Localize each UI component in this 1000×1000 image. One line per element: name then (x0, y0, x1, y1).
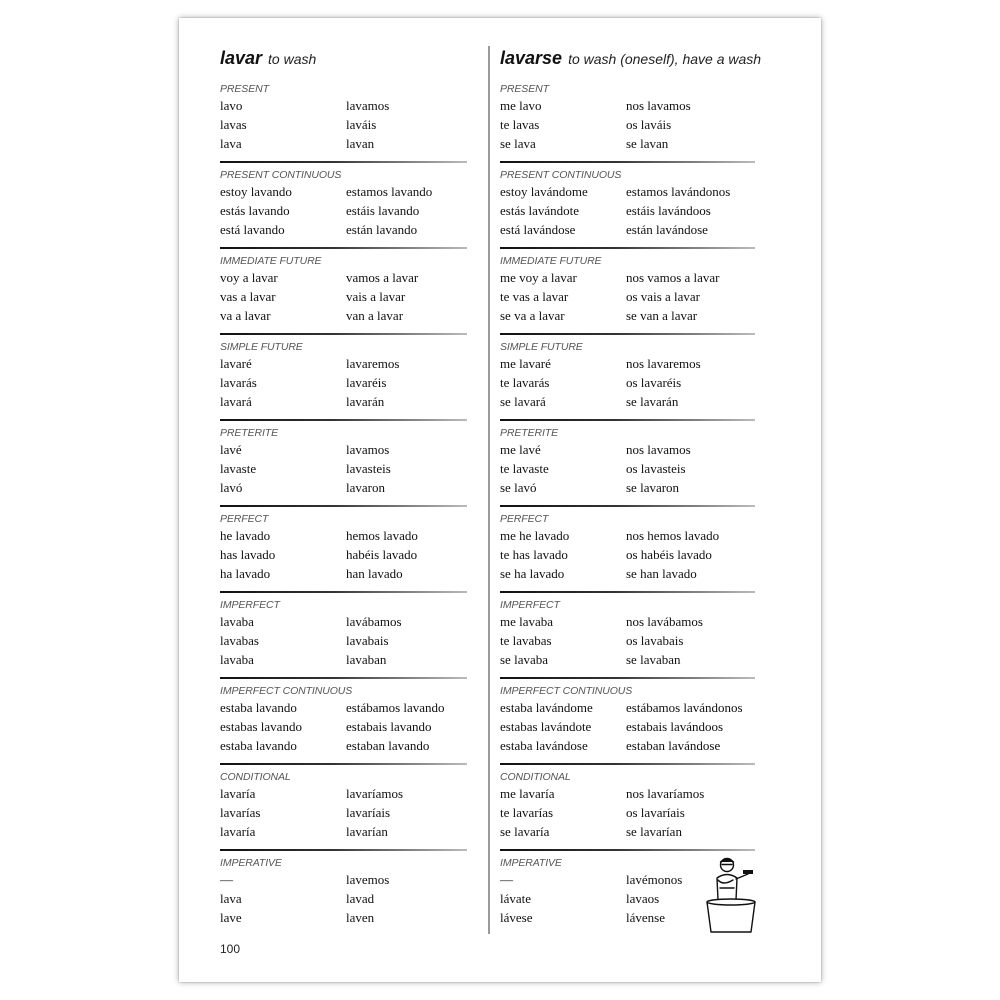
form-cell: están lavando (346, 222, 418, 237)
form-cell: están lavándose (626, 222, 708, 237)
form-cell: habéis lavado (346, 547, 418, 562)
tense-label: PRESENT (220, 83, 269, 95)
form-cell: te lavarás (500, 375, 550, 390)
form-cell: estáis lavando (346, 203, 420, 218)
column-divider (488, 46, 490, 934)
tense-label: SIMPLE FUTURE (500, 341, 583, 353)
section-rule (500, 591, 755, 593)
tense-label: IMPERATIVE (500, 857, 562, 869)
tense-label: IMPERFECT CONTINUOUS (220, 685, 353, 697)
form-cell: lavad (346, 891, 375, 906)
form-cell: se lavaron (626, 480, 680, 495)
tense-label: IMMEDIATE FUTURE (500, 255, 602, 267)
form-cell: lavaremos (346, 356, 400, 371)
form-cell: os lavaréis (626, 375, 682, 390)
form-cell: laváis (346, 117, 377, 132)
form-cell: va a lavar (220, 308, 271, 323)
form-cell: estabas lavándote (500, 719, 592, 734)
form-cell: estabais lavándoos (626, 719, 724, 734)
form-cell: me lavaré (500, 356, 551, 371)
form-cell: laven (346, 910, 375, 925)
form-cell: lávese (500, 910, 533, 925)
form-cell: me he lavado (500, 528, 570, 543)
tense-block-imperfect-continuous (500, 685, 755, 771)
tense-label: PRETERITE (500, 427, 559, 439)
form-cell: lava (220, 136, 242, 151)
form-cell: lavará (220, 394, 252, 409)
tense-block-immediate-future (220, 255, 467, 341)
book-page (179, 18, 821, 982)
section-rule (500, 505, 755, 507)
section-rule (500, 333, 755, 335)
tense-label: IMPERATIVE (220, 857, 282, 869)
form-cell: lavan (346, 136, 375, 151)
form-cell: lavas (220, 117, 247, 132)
form-cell: me voy a lavar (500, 270, 577, 285)
form-cell: estaba lavando (220, 738, 297, 753)
form-cell: nos vamos a lavar (626, 270, 720, 285)
form-cell: se lavaría (500, 824, 550, 839)
section-rule (220, 849, 467, 851)
section-rule (220, 333, 467, 335)
tense-label: PRESENT CONTINUOUS (220, 169, 342, 181)
form-cell: lavaba (220, 652, 254, 667)
form-cell: está lavando (220, 222, 285, 237)
verb-infinitive: lavarse (500, 48, 563, 68)
form-cell: os lavabais (626, 633, 684, 648)
form-cell: lavamos (346, 442, 390, 457)
form-cell: te has lavado (500, 547, 568, 562)
tense-block-preterite (500, 427, 755, 513)
form-cell: nos hemos lavado (626, 528, 720, 543)
tense-block-imperfect (220, 599, 467, 685)
form-cell: han lavado (346, 566, 403, 581)
tense-block-imperfect (500, 599, 755, 685)
tense-block-present (500, 83, 755, 169)
tense-block-preterite (220, 427, 467, 513)
tense-label: PRETERITE (220, 427, 279, 439)
form-cell: se lava (500, 136, 536, 151)
form-cell: lavaríamos (346, 786, 404, 801)
tense-label: PERFECT (500, 513, 549, 525)
form-cell: estaba lavándose (500, 738, 588, 753)
form-cell: — (220, 872, 233, 887)
form-cell: estamos lavándonos (626, 184, 731, 199)
form-cell: se lavarán (626, 394, 679, 409)
form-cell: estás lavándote (500, 203, 580, 218)
section-rule (220, 505, 467, 507)
form-cell: lavemos (346, 872, 390, 887)
section-rule (500, 677, 755, 679)
form-cell: estoy lavando (220, 184, 292, 199)
form-cell: lavaban (346, 652, 387, 667)
form-cell: lavé (220, 442, 242, 457)
form-cell: nos lavaremos (626, 356, 701, 371)
form-cell: estaban lavando (346, 738, 430, 753)
form-cell: vamos a lavar (346, 270, 419, 285)
tense-block-simple-future (220, 341, 467, 427)
form-cell: has lavado (220, 547, 276, 562)
tense-label: SIMPLE FUTURE (220, 341, 303, 353)
form-cell: se van a lavar (626, 308, 698, 323)
form-cell: os lavaríais (626, 805, 685, 820)
washing-person-illustration (703, 856, 759, 934)
section-rule (220, 247, 467, 249)
form-cell: te vas a lavar (500, 289, 569, 304)
section-rule (500, 763, 755, 765)
form-cell: estaba lavando (220, 700, 297, 715)
form-cell: — (500, 872, 513, 887)
tense-block-perfect (220, 513, 467, 599)
tense-label: PRESENT (500, 83, 549, 95)
verb-translation: to wash (oneself), have a wash (568, 51, 762, 67)
tense-block-present-continuous (500, 169, 755, 255)
tense-block-present-continuous (220, 169, 467, 255)
form-cell: van a lavar (346, 308, 404, 323)
form-cell: se ha lavado (500, 566, 565, 581)
tense-block-simple-future (500, 341, 755, 427)
tense-block-conditional (220, 771, 467, 857)
tense-block-perfect (500, 513, 755, 599)
form-cell: lavaos (626, 891, 660, 906)
form-cell: lavaríais (346, 805, 391, 820)
form-cell: os laváis (626, 117, 672, 132)
tense-label: IMMEDIATE FUTURE (220, 255, 322, 267)
form-cell: estabas lavando (220, 719, 302, 734)
tense-label: PERFECT (220, 513, 269, 525)
form-cell: te lavarías (500, 805, 554, 820)
verb-translation: to wash (268, 51, 317, 67)
section-rule (220, 677, 467, 679)
form-cell: estaban lavándose (626, 738, 721, 753)
form-cell: ha lavado (220, 566, 271, 581)
tense-label: PRESENT CONTINUOUS (500, 169, 622, 181)
form-cell: lavaría (220, 824, 256, 839)
form-cell: se lavará (500, 394, 546, 409)
tense-label: CONDITIONAL (500, 771, 571, 783)
tense-block-imperative (220, 857, 467, 943)
form-cell: te lavaste (500, 461, 549, 476)
tense-label: CONDITIONAL (220, 771, 291, 783)
section-rule (220, 591, 467, 593)
form-cell: lavábamos (346, 614, 402, 629)
form-cell: me lavaría (500, 786, 555, 801)
form-cell: os lavasteis (626, 461, 686, 476)
form-cell: te lavabas (500, 633, 552, 648)
section-rule (220, 419, 467, 421)
form-cell: se lavarían (626, 824, 682, 839)
form-cell: lave (220, 910, 242, 925)
verb-heading (500, 48, 761, 69)
form-cell: lavaré (220, 356, 252, 371)
form-cell: lavabas (220, 633, 259, 648)
form-cell: lavémonos (626, 872, 683, 887)
section-rule (500, 419, 755, 421)
tense-block-imperfect-continuous (220, 685, 467, 771)
page-number: 100 (220, 942, 241, 956)
form-cell: lavo (220, 98, 243, 113)
form-cell: está lavándose (500, 222, 576, 237)
form-cell: nos lavábamos (626, 614, 703, 629)
form-cell: vais a lavar (346, 289, 406, 304)
form-cell: estaba lavándome (500, 700, 593, 715)
form-cell: hemos lavado (346, 528, 418, 543)
form-cell: lava (220, 891, 242, 906)
tense-label: IMPERFECT (500, 599, 560, 611)
form-cell: lavasteis (346, 461, 391, 476)
form-cell: me lavé (500, 442, 541, 457)
section-rule (500, 247, 755, 249)
form-cell: lavabais (346, 633, 389, 648)
form-cell: lavarás (220, 375, 257, 390)
tense-label: IMPERFECT CONTINUOUS (500, 685, 633, 697)
form-cell: estás lavando (220, 203, 290, 218)
verb-heading (220, 48, 316, 69)
form-cell: se va a lavar (500, 308, 565, 323)
form-cell: lavarán (346, 394, 385, 409)
tense-block-conditional (500, 771, 755, 857)
form-cell: se han lavado (626, 566, 697, 581)
form-cell: lávate (500, 891, 532, 906)
form-cell: se lavaban (626, 652, 681, 667)
form-cell: estabais lavando (346, 719, 432, 734)
form-cell: estamos lavando (346, 184, 433, 199)
form-cell: se lavaba (500, 652, 549, 667)
form-cell: lavamos (346, 98, 390, 113)
form-cell: me lavaba (500, 614, 554, 629)
form-cell: lavaréis (346, 375, 387, 390)
verb-infinitive: lavar (220, 48, 263, 68)
section-rule (220, 763, 467, 765)
form-cell: os vais a lavar (626, 289, 701, 304)
form-cell: lavarían (346, 824, 388, 839)
form-cell: estábamos lavándonos (626, 700, 743, 715)
form-cell: nos lavamos (626, 98, 691, 113)
tense-block-immediate-future (500, 255, 755, 341)
form-cell: lavaba (220, 614, 254, 629)
form-cell: lávense (626, 910, 665, 925)
tense-label: IMPERFECT (220, 599, 280, 611)
form-cell: te lavas (500, 117, 540, 132)
form-cell: he lavado (220, 528, 271, 543)
section-rule (500, 161, 755, 163)
form-cell: voy a lavar (220, 270, 278, 285)
form-cell: estoy lavándome (500, 184, 588, 199)
section-rule (220, 161, 467, 163)
form-cell: vas a lavar (220, 289, 276, 304)
form-cell: lavarías (220, 805, 261, 820)
form-cell: lavaron (346, 480, 385, 495)
form-cell: me lavo (500, 98, 542, 113)
form-cell: estábamos lavando (346, 700, 445, 715)
tense-block-present (220, 83, 467, 169)
section-rule (500, 849, 755, 851)
form-cell: se lavan (626, 136, 669, 151)
form-cell: estáis lavándoos (626, 203, 711, 218)
form-cell: nos lavamos (626, 442, 691, 457)
form-cell: lavaría (220, 786, 256, 801)
form-cell: lavaste (220, 461, 257, 476)
form-cell: se lavó (500, 480, 537, 495)
form-cell: nos lavaríamos (626, 786, 705, 801)
form-cell: lavó (220, 480, 243, 495)
form-cell: os habéis lavado (626, 547, 712, 562)
